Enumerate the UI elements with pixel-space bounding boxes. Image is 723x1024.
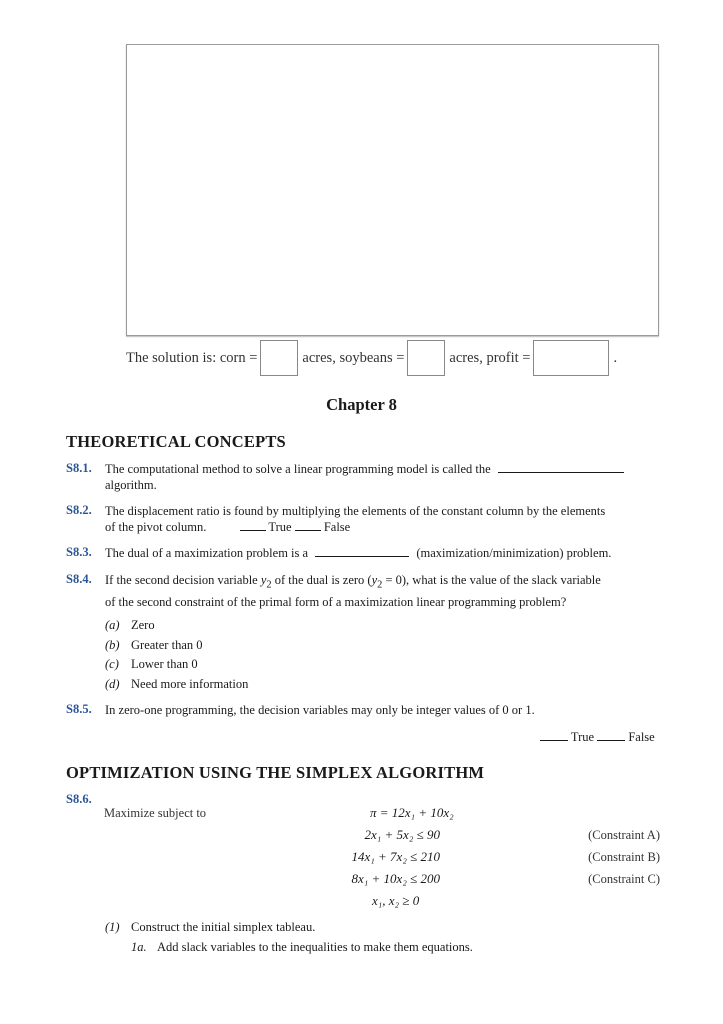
constraint-b-expr: 14x₁ + 7x₂ ≤ 210 [351, 849, 440, 864]
question-s8-2-line2: of the pivot column. [105, 520, 207, 534]
option-d-letter: (d) [105, 677, 120, 691]
section-title-theoretical: THEORETICAL CONCEPTS [66, 432, 286, 451]
question-text-s8-2 [105, 503, 661, 535]
true-blank-s8-2[interactable] [240, 519, 266, 531]
objective-function: π = 12x₁ + 10x₂ [370, 805, 454, 820]
false-blank-s8-2[interactable] [295, 519, 321, 531]
solution-prefix: The solution is: corn = [126, 349, 258, 366]
option-a-text: Zero [131, 618, 155, 632]
var-y-sub-2: 2 [377, 579, 383, 591]
solution-mid2: acres, profit = [449, 349, 531, 366]
false-label-s8-2: False [323, 520, 351, 534]
question-s8-4-part1: If the second decision variable [105, 573, 261, 587]
constraint-a-expr: 2x₁ + 5x₂ ≤ 90 [364, 827, 440, 842]
question-s8-1-line2: algorithm. [105, 478, 157, 492]
question-number-s8-2: S8.2. [66, 503, 92, 517]
answer-graph-box [126, 44, 659, 336]
solution-line [126, 340, 617, 376]
answer-blank-s8-1[interactable] [498, 461, 624, 473]
question-number-s8-3: S8.3. [66, 545, 92, 559]
question-s8-4-part2: of the dual is zero ( [271, 573, 372, 587]
question-number-s8-4: S8.4. [66, 572, 92, 586]
question-s8-4-line2: of the second constraint of the primal form of a maximization linear programming problem? [105, 594, 567, 609]
chapter-title: Chapter 8 [326, 395, 397, 414]
question-number-s8-5: S8.5. [66, 702, 92, 716]
var-y-sub-1: 2 [266, 579, 272, 591]
question-text-s8-4 [105, 572, 661, 610]
step-1-number: (1) [105, 920, 120, 934]
question-s8-4-part3: = 0), what is the value of the slack variable [382, 573, 601, 587]
profit-answer-box[interactable] [533, 340, 609, 376]
question-text-s8-3 [105, 545, 661, 561]
step-1-text: Construct the initial simplex tableau. [131, 920, 316, 934]
constraint-a-label: (Constraint A) [588, 828, 660, 842]
option-a-letter: (a) [105, 618, 120, 632]
option-b-text: Greater than 0 [131, 638, 203, 652]
true-false-s8-5 [540, 729, 655, 745]
var-y-1: y [260, 573, 267, 587]
solution-end: . [613, 349, 618, 366]
question-number-s8-6: S8.6. [66, 792, 92, 806]
corn-answer-box[interactable] [260, 340, 298, 376]
step-1a-number: 1a. [131, 940, 147, 954]
option-a[interactable] [105, 617, 155, 633]
false-blank-s8-5[interactable] [597, 729, 625, 741]
option-c-text: Lower than 0 [131, 657, 198, 671]
answer-blank-s8-3[interactable] [315, 545, 409, 557]
constraint-c-label: (Constraint C) [588, 872, 660, 886]
question-s8-3-part2: (maximization/minimization) problem. [416, 546, 612, 560]
option-b-letter: (b) [105, 638, 120, 652]
step-1 [105, 919, 315, 935]
option-c[interactable] [105, 656, 198, 672]
maximize-intro: Maximize subject to [104, 806, 207, 820]
option-b[interactable] [105, 637, 203, 653]
question-text-s8-5: In zero-one programming, the decision variables may only be integer values of 0 or 1. [105, 703, 535, 717]
step-1a-text: Add slack variables to the inequalities to make them equations. [157, 940, 473, 954]
question-s8-2-line1: The displacement ratio is found by multiplying the elements of the constant column by the elements [105, 504, 606, 518]
true-blank-s8-5[interactable] [540, 729, 568, 741]
question-s8-1-line1: The computational method to solve a linear programming model is called the [105, 462, 491, 476]
true-label-s8-2: True [268, 520, 292, 534]
option-d[interactable] [105, 676, 248, 692]
false-label-s8-5: False [628, 730, 655, 744]
question-text-s8-1 [105, 461, 661, 493]
var-y-2: y [371, 573, 378, 587]
option-c-letter: (c) [105, 657, 119, 671]
question-number-s8-1: S8.1. [66, 461, 92, 475]
solution-mid1: acres, soybeans = [302, 349, 405, 366]
nonnegativity-constraint: x₁, x₂ ≥ 0 [372, 893, 420, 908]
question-s8-3-part1: The dual of a maximization problem is a [105, 546, 309, 560]
constraint-c-expr: 8x₁ + 10x₂ ≤ 200 [351, 871, 440, 886]
true-label-s8-5: True [570, 730, 595, 744]
section-title-simplex: OPTIMIZATION USING THE SIMPLEX ALGORITHM [66, 763, 485, 782]
soybeans-answer-box[interactable] [407, 340, 445, 376]
step-1a [131, 939, 473, 955]
option-d-text: Need more information [131, 677, 249, 691]
constraint-b-label: (Constraint B) [588, 850, 660, 864]
